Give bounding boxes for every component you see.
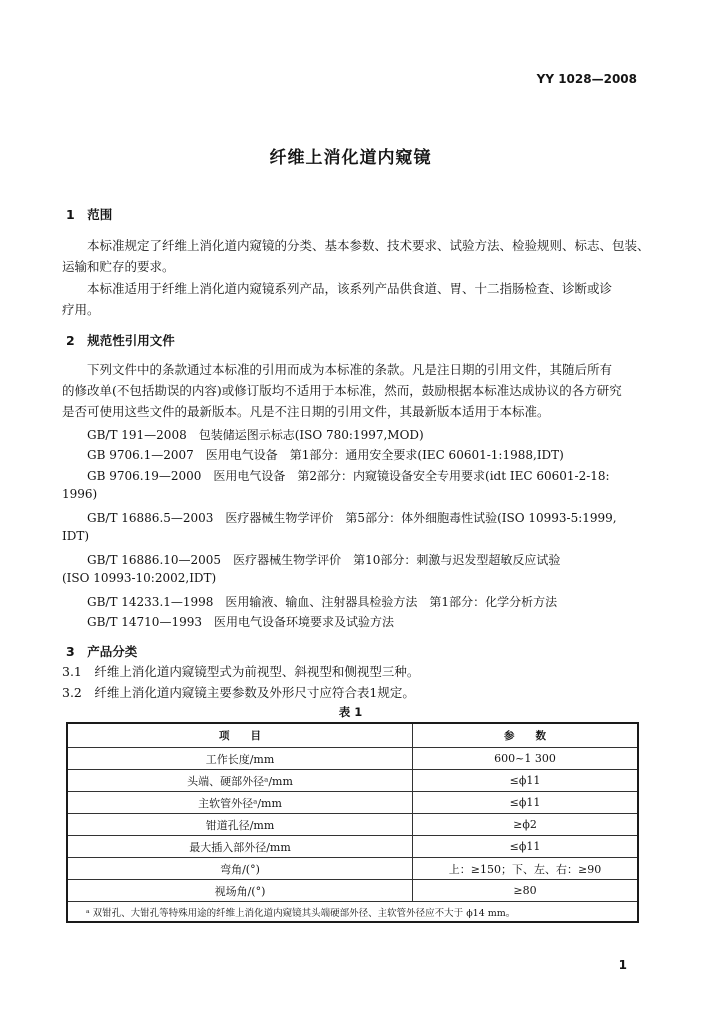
section-2-para-line-2: 的修改单(不包括勘误的内容)或修订版均不适用于本标准，然而，鼓励根据本标准达成协议的各方研究 bbox=[62, 383, 622, 398]
section-1-para-1: 本标准规定了纤维上消化道内窥镜的分类、基本参数、技术要求、试验方法、检验规则、标志、包装、 bbox=[87, 238, 650, 253]
clause-3-2: 3.2 纤维上消化道内窥镜主要参数及外形尺寸应符合表1规定。 bbox=[62, 685, 415, 700]
parameter-table bbox=[66, 722, 639, 923]
row-param: ≤ϕ11 bbox=[413, 836, 639, 858]
table-row bbox=[67, 748, 638, 770]
row-param: 600~1 300 bbox=[413, 748, 639, 770]
table-row bbox=[67, 836, 638, 858]
table-note-row bbox=[67, 902, 638, 923]
column-header-item: 项 目 bbox=[67, 723, 413, 748]
table-row bbox=[67, 858, 638, 880]
table-caption: 表 1 bbox=[338, 705, 363, 719]
table-row bbox=[67, 792, 638, 814]
section-1-heading: 1 范围 bbox=[66, 207, 113, 222]
row-item: 弯角/(°) bbox=[67, 858, 413, 880]
section-2-para-line-1: 下列文件中的条款通过本标准的引用而成为本标准的条款。凡是注日期的引用文件，其随后所有 bbox=[87, 362, 613, 377]
reference-item-cont: IDT) bbox=[62, 529, 90, 543]
reference-item: GB/T 14710—1993 医用电气设备环境要求及试验方法 bbox=[87, 615, 394, 629]
reference-item-cont: (ISO 10993-10:2002,IDT) bbox=[62, 571, 217, 585]
reference-item: GB 9706.1—2007 医用电气设备 第1部分：通用安全要求(IEC 60601-1:1988,IDT) bbox=[87, 448, 564, 462]
row-item: 视场角/(°) bbox=[67, 880, 413, 902]
section-1-para-2-cont: 疗用。 bbox=[62, 302, 100, 317]
row-param: ≤ϕ11 bbox=[413, 770, 639, 792]
row-param: 上：≥150；下、左、右：≥90 bbox=[413, 858, 639, 880]
reference-item: GB/T 14233.1—1998 医用输液、输血、注射器具检验方法 第1部分：化学分析方法 bbox=[87, 595, 558, 609]
reference-item: GB/T 16886.5—2003 医疗器械生物学评价 第5部分：体外细胞毒性试验(ISO 10993-5:1999, bbox=[87, 511, 617, 525]
row-item: 主软管外径ᵃ/mm bbox=[67, 792, 413, 814]
section-2-para-line-3: 是否可使用这些文件的最新版本。凡是不注日期的引用文件，其最新版本适用于本标准。 bbox=[62, 404, 550, 419]
table-row bbox=[67, 880, 638, 902]
row-item: 钳道孔径/mm bbox=[67, 814, 413, 836]
table-footnote: ᵃ 双钳孔、大钳孔等特殊用途的纤维上消化道内窥镜其头端硬部外径、主软管外径应不大于 ϕ14 mm。 bbox=[67, 902, 638, 923]
table-header-row bbox=[67, 723, 638, 748]
row-item: 头端、硬部外径ᵃ/mm bbox=[67, 770, 413, 792]
table-row bbox=[67, 814, 638, 836]
table-row bbox=[67, 770, 638, 792]
section-1-para-1-cont: 运输和贮存的要求。 bbox=[62, 259, 175, 274]
document-title: 纤维上消化道内窥镜 bbox=[269, 148, 432, 168]
column-header-param: 参 数 bbox=[413, 723, 639, 748]
reference-item: GB 9706.19—2000 医用电气设备 第2部分：内窥镜设备安全专用要求(idt IEC 60601-2-18: bbox=[87, 469, 610, 483]
row-item: 最大插入部外径/mm bbox=[67, 836, 413, 858]
section-3-heading: 3 产品分类 bbox=[66, 644, 138, 659]
reference-item: GB/T 16886.10—2005 医疗器械生物学评价 第10部分：刺激与迟发型超敏反应试验 bbox=[87, 553, 561, 567]
section-2-heading: 2 规范性引用文件 bbox=[66, 333, 175, 348]
page-number: 1 bbox=[618, 958, 627, 972]
standard-number: YY 1028—2008 bbox=[536, 72, 637, 86]
reference-item: GB/T 191—2008 包装储运图示标志(ISO 780:1997,MOD) bbox=[87, 428, 424, 442]
reference-item-cont: 1996) bbox=[62, 487, 98, 501]
row-param: ≥80 bbox=[413, 880, 639, 902]
row-item: 工作长度/mm bbox=[67, 748, 413, 770]
clause-3-1: 3.1 纤维上消化道内窥镜型式为前视型、斜视型和侧视型三种。 bbox=[62, 664, 420, 679]
row-param: ≥ϕ2 bbox=[413, 814, 639, 836]
section-1-para-2: 本标准适用于纤维上消化道内窥镜系列产品，该系列产品供食道、胃、十二指肠检查、诊断或诊 bbox=[87, 281, 613, 296]
row-param: ≤ϕ11 bbox=[413, 792, 639, 814]
